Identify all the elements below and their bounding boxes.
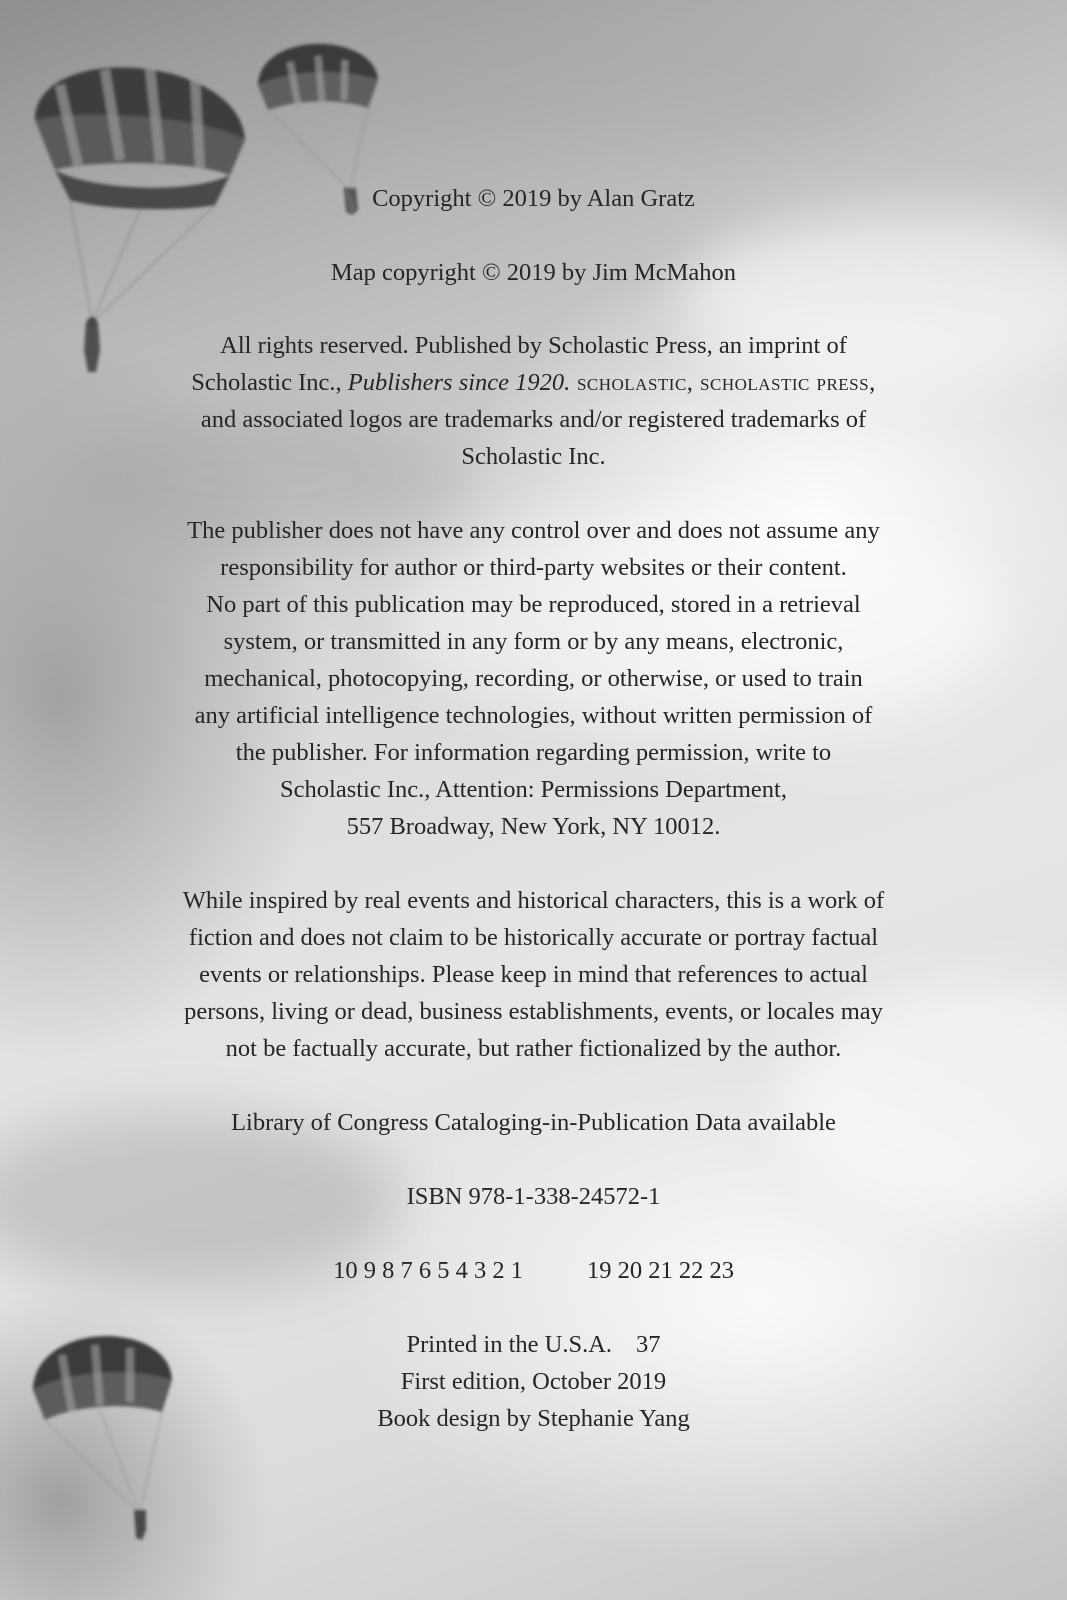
design-credit-line: Book design by Stephanie Yang [377, 1405, 690, 1432]
publisher-tagline: Publishers since 1920. [347, 369, 571, 396]
rights-line: Scholastic Inc. [461, 443, 606, 470]
copyright-line: Copyright © 2019 by Alan Gratz [372, 185, 695, 212]
printing-years: 19 20 21 22 23 [586, 1257, 734, 1284]
disclaimer-line: Scholastic Inc., Attention: Permissions Department, [280, 776, 787, 803]
disclaimer-line: the publisher. For information regarding permission, write to [235, 739, 832, 766]
printed-line [0, 1326, 1067, 1364]
disclaimer-line: mechanical, photocopying, recording, or otherwise, or used to train [204, 665, 863, 692]
cip-line: Library of Congress Cataloging-in-Publication Data available [231, 1109, 836, 1136]
disclaimer-line: The publisher does not have any control over and does not assume any [187, 517, 880, 544]
fiction-notice-line: persons, living or dead, business establishments, events, or locales may [184, 998, 883, 1025]
rights-line [0, 364, 1067, 402]
rights-text: Scholastic Inc., [191, 369, 348, 396]
map-copyright-line: Map copyright © 2019 by Jim McMahon [330, 259, 737, 286]
disclaimer-line: 557 Broadway, New York, NY 10012. [346, 813, 721, 840]
fiction-notice-line: events or relationships. Please keep in mind that references to actual [199, 961, 868, 988]
fiction-notice-line: fiction and does not claim to be historically accurate or portray factual [188, 924, 879, 951]
printing-numbers: 10 9 8 7 6 5 4 3 2 1 [333, 1257, 523, 1284]
edition-line: First edition, October 2019 [400, 1368, 667, 1395]
fiction-notice-line: While inspired by real events and historical characters, this is a work of [182, 887, 885, 914]
isbn-line: ISBN 978-1-338-24572-1 [406, 1183, 661, 1210]
disclaimer-line: any artificial intelligence technologies, without written permission of [194, 702, 873, 729]
rights-line: and associated logos are trademarks and/or registered trademarks of [200, 406, 867, 433]
disclaimer-line: responsibility for author or third-party websites or their content. [220, 554, 847, 581]
rights-line: All rights reserved. Published by Scholastic Press, an imprint of [220, 332, 847, 359]
printer-code: 37 [636, 1331, 661, 1358]
trademark-names: scholastic, scholastic press, [570, 369, 876, 396]
fiction-notice-line: not be factually accurate, but rather fictionalized by the author. [225, 1035, 842, 1062]
disclaimer-line: system, or transmitted in any form or by any means, electronic, [223, 628, 844, 655]
printed-country: Printed in the U.S.A. [406, 1331, 613, 1358]
printing-line [0, 1252, 1067, 1290]
disclaimer-line: No part of this publication may be reproduced, stored in a retrieval [206, 591, 861, 618]
